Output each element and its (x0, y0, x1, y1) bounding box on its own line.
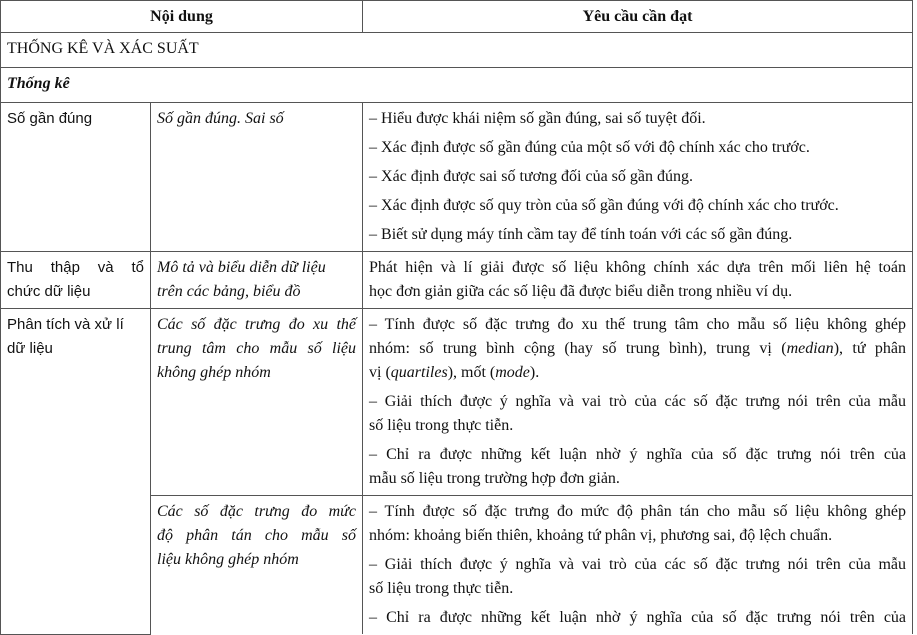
subtopic-cell (151, 496, 363, 635)
subtopic-line: trung tâm cho mẫu số liệu (157, 340, 357, 357)
requirement-line (369, 337, 906, 361)
requirement-item: – Biết sử dụng máy tính cầm tay để tính toán với các số gần đúng. (369, 226, 793, 243)
subsection-title: Thống kê (1, 68, 913, 103)
requirement-item (369, 390, 906, 438)
requirement-line: nhóm: khoảng biến thiên, khoảng tứ phân vị, phương sai, độ lệch chuẩn. (369, 527, 833, 544)
requirement-item: – Xác định được sai số tương đối của số gần đúng. (369, 168, 694, 185)
requirement-text: nhóm: số trung bình cộng (hay số trung bình), trung vị ( (369, 340, 787, 357)
term-median: median (786, 340, 834, 357)
requirements-cell (363, 103, 913, 252)
subtopic-cell (151, 252, 363, 309)
topic-cell (1, 309, 151, 635)
term-quartiles: quartiles (390, 364, 448, 381)
requirement-item (369, 313, 906, 385)
requirement-item: – Xác định được số gần đúng của một số với độ chính xác cho trước. (369, 139, 810, 156)
table-row (1, 309, 913, 496)
requirement-item: – Hiểu được khái niệm số gần đúng, sai số tuyệt đối. (369, 110, 706, 127)
requirements-cell (363, 309, 913, 496)
requirement-item (369, 553, 906, 601)
requirement-text: ). (529, 364, 540, 381)
subtopic-line: Mô tả và biểu diễn dữ liệu (157, 259, 326, 276)
subtopic-line: không ghép nhóm (157, 364, 271, 381)
topic-line: dữ liệu (7, 340, 53, 357)
table-row (1, 103, 913, 252)
requirements-cell (363, 252, 913, 309)
requirement-line: mẫu số liệu trong trường hợp đơn giản. (369, 470, 620, 487)
requirement-line (369, 361, 906, 385)
requirement-text: ), tứ phân (833, 340, 907, 357)
requirement-line: số liệu trong thực tiễn. (369, 580, 514, 597)
section-title: THỐNG KÊ VÀ XÁC SUẤT (1, 33, 913, 68)
subtopic-cell: Số gần đúng. Sai số (151, 103, 363, 252)
header-content: Nội dung (1, 1, 363, 33)
requirement-item: – Xác định được số quy tròn của số gần đúng với độ chính xác cho trước. (369, 197, 839, 214)
table-row (1, 252, 913, 309)
requirement-item (369, 443, 906, 491)
requirement-line: – Tính được số đặc trưng đo xu thế trung tâm cho mẫu số liệu không ghép (369, 316, 907, 333)
topic-line: Thu thập và tổ (7, 259, 144, 276)
subtopic-line: độ phân tán cho mẫu số (157, 527, 357, 544)
requirement-line: Phát hiện và lí giải được số liệu không chính xác dựa trên mối liên hệ toán (369, 259, 907, 276)
topic-line: chức dữ liệu (7, 283, 91, 300)
term-mode: mode (495, 364, 530, 381)
subtopic-line: trên các bảng, biểu đồ (157, 283, 301, 300)
section-row (1, 33, 913, 68)
table-header-row (1, 1, 913, 33)
requirement-item (369, 606, 906, 630)
topic-cell (1, 103, 151, 252)
header-requirements: Yêu cầu cần đạt (363, 1, 913, 33)
requirement-line: – Giải thích được ý nghĩa và vai trò của các số đặc trưng nói trên của mẫu (369, 556, 907, 573)
requirement-line: – Tính được số đặc trưng đo mức độ phân tán cho mẫu số liệu không ghép (369, 503, 907, 520)
subsection-row (1, 68, 913, 103)
subtopic-line: liệu không ghép nhóm (157, 551, 299, 568)
requirement-line: học đơn giản giữa các số liệu đã được biểu diễn trong nhiều ví dụ. (369, 283, 793, 300)
requirement-item (369, 500, 906, 548)
subtopic-line: Các số đặc trưng đo xu thế (157, 316, 357, 333)
requirement-text: ), mốt ( (447, 364, 496, 381)
subtopic-line: Các số đặc trưng đo mức (157, 503, 357, 520)
requirement-line: – Giải thích được ý nghĩa và vai trò của các số đặc trưng nói trên của mẫu (369, 393, 907, 410)
requirement-text: vị ( (369, 364, 391, 381)
requirements-cell (363, 496, 913, 635)
subtopic-cell (151, 309, 363, 496)
requirement-line: số liệu trong thực tiễn. (369, 417, 514, 434)
topic-text: Số gần đúng (7, 110, 93, 127)
requirement-line: – Chỉ ra được những kết luận nhờ ý nghĩa của số đặc trưng nói trên của (369, 446, 907, 463)
topic-cell (1, 252, 151, 309)
requirement-line: – Chỉ ra được những kết luận nhờ ý nghĩa của số đặc trưng nói trên của (369, 609, 907, 626)
topic-line: Phân tích và xử lí (7, 316, 124, 333)
